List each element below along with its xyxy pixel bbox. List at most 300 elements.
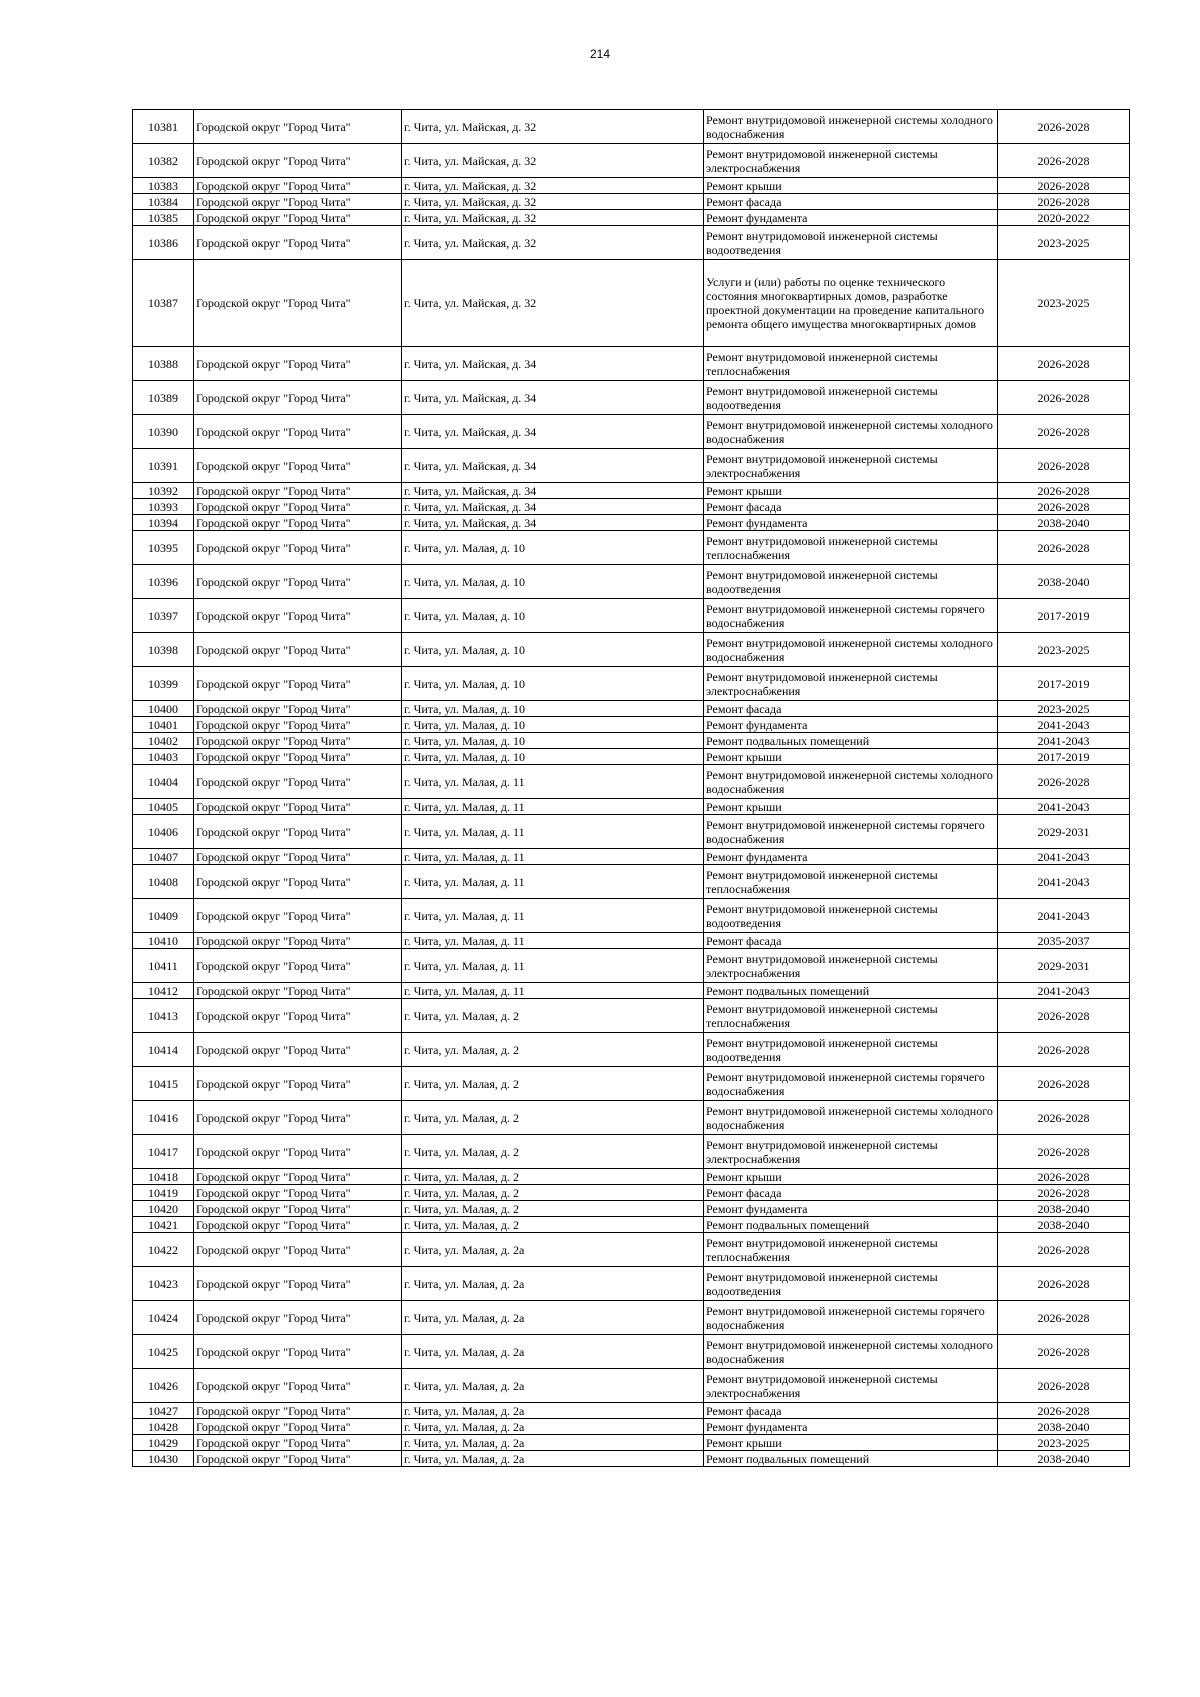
municipality-cell: Городской округ "Город Чита" — [194, 815, 402, 849]
row-number-cell: 10383 — [133, 178, 194, 194]
row-number-cell: 10424 — [133, 1301, 194, 1335]
work-type-cell: Ремонт фундамента — [704, 849, 998, 865]
period-cell: 2020-2022 — [998, 210, 1130, 226]
municipality-cell: Городской округ "Город Чита" — [194, 515, 402, 531]
table-row — [133, 347, 1130, 381]
work-type-cell: Ремонт внутридомовой инженерной системы холодного водоснабжения — [704, 415, 998, 449]
work-type-cell: Ремонт внутридомовой инженерной системы холодного водоснабжения — [704, 633, 998, 667]
row-number-cell: 10390 — [133, 415, 194, 449]
address-cell: г. Чита, ул. Малая, д. 2 — [402, 1101, 704, 1135]
address-cell: г. Чита, ул. Малая, д. 2 — [402, 1217, 704, 1233]
period-cell: 2026-2028 — [998, 1335, 1130, 1369]
municipality-cell: Городской округ "Город Чита" — [194, 347, 402, 381]
address-cell: г. Чита, ул. Малая, д. 2а — [402, 1451, 704, 1467]
municipality-cell: Городской округ "Город Чита" — [194, 799, 402, 815]
address-cell: г. Чита, ул. Малая, д. 11 — [402, 865, 704, 899]
table-row — [133, 1233, 1130, 1267]
municipality-cell: Городской округ "Город Чита" — [194, 110, 402, 144]
address-cell: г. Чита, ул. Малая, д. 10 — [402, 599, 704, 633]
municipality-cell: Городской округ "Город Чита" — [194, 701, 402, 717]
table-row — [133, 1301, 1130, 1335]
work-type-cell: Ремонт внутридомовой инженерной системы холодного водоснабжения — [704, 765, 998, 799]
period-cell: 2026-2028 — [998, 347, 1130, 381]
table-row — [133, 717, 1130, 733]
table-row — [133, 1335, 1130, 1369]
table-row — [133, 178, 1130, 194]
table-row — [133, 415, 1130, 449]
municipality-cell: Городской округ "Город Чита" — [194, 1233, 402, 1267]
municipality-cell: Городской округ "Город Чита" — [194, 899, 402, 933]
period-cell: 2026-2028 — [998, 178, 1130, 194]
address-cell: г. Чита, ул. Майская, д. 32 — [402, 210, 704, 226]
period-cell: 2026-2028 — [998, 415, 1130, 449]
table-row — [133, 210, 1130, 226]
row-number-cell: 10416 — [133, 1101, 194, 1135]
table-row — [133, 1419, 1130, 1435]
period-cell: 2038-2040 — [998, 1217, 1130, 1233]
row-number-cell: 10382 — [133, 144, 194, 178]
table-row — [133, 1169, 1130, 1185]
period-cell: 2026-2028 — [998, 999, 1130, 1033]
period-cell: 2026-2028 — [998, 1101, 1130, 1135]
period-cell: 2026-2028 — [998, 1267, 1130, 1301]
period-cell: 2026-2028 — [998, 144, 1130, 178]
address-cell: г. Чита, ул. Малая, д. 10 — [402, 633, 704, 667]
municipality-cell: Городской округ "Город Чита" — [194, 449, 402, 483]
row-number-cell: 10398 — [133, 633, 194, 667]
row-number-cell: 10409 — [133, 899, 194, 933]
work-type-cell: Ремонт внутридомовой инженерной системы горячего водоснабжения — [704, 815, 998, 849]
municipality-cell: Городской округ "Город Чита" — [194, 1419, 402, 1435]
work-type-cell: Ремонт внутридомовой инженерной системы электроснабжения — [704, 1135, 998, 1169]
table-row — [133, 1435, 1130, 1451]
period-cell: 2026-2028 — [998, 1135, 1130, 1169]
address-cell: г. Чита, ул. Малая, д. 10 — [402, 667, 704, 701]
municipality-cell: Городской округ "Город Чита" — [194, 1335, 402, 1369]
work-type-cell: Ремонт фундамента — [704, 515, 998, 531]
row-number-cell: 10396 — [133, 565, 194, 599]
municipality-cell: Городской округ "Город Чита" — [194, 415, 402, 449]
address-cell: г. Чита, ул. Малая, д. 2 — [402, 1185, 704, 1201]
address-cell: г. Чита, ул. Малая, д. 2а — [402, 1233, 704, 1267]
row-number-cell: 10388 — [133, 347, 194, 381]
row-number-cell: 10401 — [133, 717, 194, 733]
municipality-cell: Городской округ "Город Чита" — [194, 1185, 402, 1201]
table-row — [133, 1033, 1130, 1067]
row-number-cell: 10394 — [133, 515, 194, 531]
period-cell: 2026-2028 — [998, 1067, 1130, 1101]
address-cell: г. Чита, ул. Малая, д. 11 — [402, 899, 704, 933]
municipality-cell: Городской округ "Город Чита" — [194, 667, 402, 701]
row-number-cell: 10415 — [133, 1067, 194, 1101]
address-cell: г. Чита, ул. Малая, д. 10 — [402, 733, 704, 749]
work-type-cell: Ремонт фундамента — [704, 210, 998, 226]
work-type-cell: Ремонт фасада — [704, 1403, 998, 1419]
table-row — [133, 633, 1130, 667]
table-row — [133, 483, 1130, 499]
address-cell: г. Чита, ул. Малая, д. 2 — [402, 1033, 704, 1067]
period-cell: 2026-2028 — [998, 449, 1130, 483]
row-number-cell: 10397 — [133, 599, 194, 633]
period-cell: 2038-2040 — [998, 1201, 1130, 1217]
work-type-cell: Ремонт подвальных помещений — [704, 733, 998, 749]
work-type-cell: Ремонт фасада — [704, 1185, 998, 1201]
period-cell: 2041-2043 — [998, 849, 1130, 865]
row-number-cell: 10414 — [133, 1033, 194, 1067]
address-cell: г. Чита, ул. Майская, д. 32 — [402, 260, 704, 347]
address-cell: г. Чита, ул. Малая, д. 2 — [402, 1201, 704, 1217]
municipality-cell: Городской округ "Город Чита" — [194, 1067, 402, 1101]
work-type-cell: Ремонт внутридомовой инженерной системы водоотведения — [704, 1267, 998, 1301]
work-type-cell: Ремонт крыши — [704, 749, 998, 765]
table-row — [133, 733, 1130, 749]
municipality-cell: Городской округ "Город Чита" — [194, 178, 402, 194]
table-row — [133, 1201, 1130, 1217]
work-type-cell: Ремонт крыши — [704, 483, 998, 499]
address-cell: г. Чита, ул. Майская, д. 32 — [402, 194, 704, 210]
municipality-cell: Городской округ "Город Чита" — [194, 1435, 402, 1451]
address-cell: г. Чита, ул. Майская, д. 32 — [402, 144, 704, 178]
address-cell: г. Чита, ул. Майская, д. 34 — [402, 449, 704, 483]
period-cell: 2017-2019 — [998, 667, 1130, 701]
row-number-cell: 10423 — [133, 1267, 194, 1301]
address-cell: г. Чита, ул. Малая, д. 10 — [402, 565, 704, 599]
address-cell: г. Чита, ул. Малая, д. 10 — [402, 717, 704, 733]
table-row — [133, 667, 1130, 701]
table-row — [133, 765, 1130, 799]
row-number-cell: 10420 — [133, 1201, 194, 1217]
address-cell: г. Чита, ул. Малая, д. 2а — [402, 1419, 704, 1435]
address-cell: г. Чита, ул. Майская, д. 34 — [402, 515, 704, 531]
table-row — [133, 449, 1130, 483]
work-type-cell: Ремонт внутридомовой инженерной системы теплоснабжения — [704, 999, 998, 1033]
row-number-cell: 10404 — [133, 765, 194, 799]
period-cell: 2026-2028 — [998, 194, 1130, 210]
municipality-cell: Городской округ "Город Чита" — [194, 1201, 402, 1217]
row-number-cell: 10386 — [133, 226, 194, 260]
row-number-cell: 10422 — [133, 1233, 194, 1267]
work-type-cell: Ремонт внутридомовой инженерной системы холодного водоснабжения — [704, 110, 998, 144]
work-type-cell: Ремонт внутридомовой инженерной системы электроснабжения — [704, 667, 998, 701]
table-row — [133, 515, 1130, 531]
period-cell: 2026-2028 — [998, 381, 1130, 415]
municipality-cell: Городской округ "Город Чита" — [194, 1451, 402, 1467]
municipality-cell: Городской округ "Город Чита" — [194, 565, 402, 599]
repair-register-table — [132, 109, 1130, 1467]
row-number-cell: 10417 — [133, 1135, 194, 1169]
work-type-cell: Ремонт крыши — [704, 1435, 998, 1451]
period-cell: 2026-2028 — [998, 1185, 1130, 1201]
period-cell: 2029-2031 — [998, 815, 1130, 849]
municipality-cell: Городской округ "Город Чита" — [194, 999, 402, 1033]
address-cell: г. Чита, ул. Майская, д. 32 — [402, 226, 704, 260]
address-cell: г. Чита, ул. Малая, д. 10 — [402, 701, 704, 717]
table-row — [133, 865, 1130, 899]
row-number-cell: 10402 — [133, 733, 194, 749]
period-cell: 2041-2043 — [998, 717, 1130, 733]
address-cell: г. Чита, ул. Майская, д. 34 — [402, 483, 704, 499]
row-number-cell: 10410 — [133, 933, 194, 949]
period-cell: 2023-2025 — [998, 226, 1130, 260]
period-cell: 2041-2043 — [998, 733, 1130, 749]
row-number-cell: 10411 — [133, 949, 194, 983]
municipality-cell: Городской округ "Город Чита" — [194, 983, 402, 999]
period-cell: 2035-2037 — [998, 933, 1130, 949]
address-cell: г. Чита, ул. Малая, д. 11 — [402, 765, 704, 799]
table-row — [133, 144, 1130, 178]
row-number-cell: 10418 — [133, 1169, 194, 1185]
row-number-cell: 10408 — [133, 865, 194, 899]
row-number-cell: 10419 — [133, 1185, 194, 1201]
municipality-cell: Городской округ "Город Чита" — [194, 1403, 402, 1419]
municipality-cell: Городской округ "Город Чита" — [194, 483, 402, 499]
work-type-cell: Ремонт внутридомовой инженерной системы электроснабжения — [704, 144, 998, 178]
row-number-cell: 10427 — [133, 1403, 194, 1419]
work-type-cell: Ремонт внутридомовой инженерной системы теплоснабжения — [704, 865, 998, 899]
work-type-cell: Ремонт внутридомовой инженерной системы теплоснабжения — [704, 347, 998, 381]
work-type-cell: Ремонт внутридомовой инженерной системы электроснабжения — [704, 1369, 998, 1403]
work-type-cell: Ремонт внутридомовой инженерной системы горячего водоснабжения — [704, 1301, 998, 1335]
municipality-cell: Городской округ "Город Чита" — [194, 531, 402, 565]
address-cell: г. Чита, ул. Малая, д. 2 — [402, 1067, 704, 1101]
row-number-cell: 10406 — [133, 815, 194, 849]
table-row — [133, 1217, 1130, 1233]
address-cell: г. Чита, ул. Малая, д. 2а — [402, 1403, 704, 1419]
work-type-cell: Ремонт внутридомовой инженерной системы теплоснабжения — [704, 1233, 998, 1267]
period-cell: 2029-2031 — [998, 949, 1130, 983]
work-type-cell: Ремонт фундамента — [704, 717, 998, 733]
work-type-cell: Ремонт подвальных помещений — [704, 1451, 998, 1467]
row-number-cell: 10387 — [133, 260, 194, 347]
period-cell: 2026-2028 — [998, 110, 1130, 144]
page-number: 214 — [589, 47, 611, 61]
row-number-cell: 10428 — [133, 1419, 194, 1435]
municipality-cell: Городской округ "Город Чита" — [194, 260, 402, 347]
period-cell: 2038-2040 — [998, 515, 1130, 531]
period-cell: 2023-2025 — [998, 633, 1130, 667]
period-cell: 2041-2043 — [998, 865, 1130, 899]
municipality-cell: Городской округ "Город Чита" — [194, 749, 402, 765]
work-type-cell: Ремонт фасада — [704, 701, 998, 717]
work-type-cell: Ремонт внутридомовой инженерной системы водоотведения — [704, 565, 998, 599]
work-type-cell: Ремонт внутридомовой инженерной системы холодного водоснабжения — [704, 1101, 998, 1135]
work-type-cell: Ремонт внутридомовой инженерной системы теплоснабжения — [704, 531, 998, 565]
municipality-cell: Городской округ "Город Чита" — [194, 194, 402, 210]
period-cell: 2026-2028 — [998, 1233, 1130, 1267]
municipality-cell: Городской округ "Город Чита" — [194, 1217, 402, 1233]
municipality-cell: Городской округ "Город Чита" — [194, 499, 402, 515]
work-type-cell: Ремонт фасада — [704, 933, 998, 949]
period-cell: 2041-2043 — [998, 983, 1130, 999]
table-row — [133, 499, 1130, 515]
table-row — [133, 1267, 1130, 1301]
municipality-cell: Городской округ "Город Чита" — [194, 733, 402, 749]
municipality-cell: Городской округ "Город Чита" — [194, 949, 402, 983]
address-cell: г. Чита, ул. Малая, д. 11 — [402, 815, 704, 849]
address-cell: г. Чита, ул. Майская, д. 32 — [402, 110, 704, 144]
period-cell: 2023-2025 — [998, 260, 1130, 347]
row-number-cell: 10392 — [133, 483, 194, 499]
municipality-cell: Городской округ "Город Чита" — [194, 633, 402, 667]
table-row — [133, 110, 1130, 144]
address-cell: г. Чита, ул. Малая, д. 10 — [402, 531, 704, 565]
row-number-cell: 10430 — [133, 1451, 194, 1467]
municipality-cell: Городской округ "Город Чита" — [194, 1169, 402, 1185]
table-row — [133, 983, 1130, 999]
address-cell: г. Чита, ул. Майская, д. 34 — [402, 381, 704, 415]
period-cell: 2038-2040 — [998, 1419, 1130, 1435]
address-cell: г. Чита, ул. Малая, д. 11 — [402, 799, 704, 815]
table-row — [133, 799, 1130, 815]
municipality-cell: Городской округ "Город Чита" — [194, 226, 402, 260]
period-cell: 2038-2040 — [998, 1451, 1130, 1467]
work-type-cell: Ремонт внутридомовой инженерной системы водоотведения — [704, 381, 998, 415]
work-type-cell: Ремонт внутридомовой инженерной системы горячего водоснабжения — [704, 599, 998, 633]
row-number-cell: 10399 — [133, 667, 194, 701]
table-row — [133, 933, 1130, 949]
address-cell: г. Чита, ул. Майская, д. 34 — [402, 347, 704, 381]
work-type-cell: Услуги и (или) работы по оценке технического состояния многоквартирных домов, разработке проектной документации на проведение капитального ремонта общего имущества многоквартирных домов — [704, 260, 998, 347]
address-cell: г. Чита, ул. Малая, д. 11 — [402, 849, 704, 865]
row-number-cell: 10429 — [133, 1435, 194, 1451]
address-cell: г. Чита, ул. Малая, д. 11 — [402, 949, 704, 983]
period-cell: 2026-2028 — [998, 765, 1130, 799]
row-number-cell: 10421 — [133, 1217, 194, 1233]
address-cell: г. Чита, ул. Малая, д. 2 — [402, 999, 704, 1033]
municipality-cell: Городской округ "Город Чита" — [194, 144, 402, 178]
work-type-cell: Ремонт внутридомовой инженерной системы электроснабжения — [704, 949, 998, 983]
table-row — [133, 1067, 1130, 1101]
municipality-cell: Городской округ "Город Чита" — [194, 1301, 402, 1335]
municipality-cell: Городской округ "Город Чита" — [194, 381, 402, 415]
row-number-cell: 10407 — [133, 849, 194, 865]
address-cell: г. Чита, ул. Малая, д. 10 — [402, 749, 704, 765]
period-cell: 2026-2028 — [998, 483, 1130, 499]
address-cell: г. Чита, ул. Майская, д. 34 — [402, 415, 704, 449]
table-row — [133, 1451, 1130, 1467]
period-cell: 2023-2025 — [998, 1435, 1130, 1451]
table-row — [133, 1185, 1130, 1201]
table-body — [133, 110, 1130, 1467]
period-cell: 2017-2019 — [998, 599, 1130, 633]
municipality-cell: Городской округ "Город Чита" — [194, 1033, 402, 1067]
municipality-cell: Городской округ "Город Чита" — [194, 865, 402, 899]
address-cell: г. Чита, ул. Малая, д. 2а — [402, 1267, 704, 1301]
municipality-cell: Городской округ "Город Чита" — [194, 1101, 402, 1135]
municipality-cell: Городской округ "Город Чита" — [194, 1135, 402, 1169]
municipality-cell: Городской округ "Город Чита" — [194, 849, 402, 865]
table-row — [133, 949, 1130, 983]
row-number-cell: 10413 — [133, 999, 194, 1033]
period-cell: 2041-2043 — [998, 899, 1130, 933]
address-cell: г. Чита, ул. Малая, д. 2 — [402, 1169, 704, 1185]
municipality-cell: Городской округ "Город Чита" — [194, 210, 402, 226]
table-row — [133, 381, 1130, 415]
row-number-cell: 10426 — [133, 1369, 194, 1403]
address-cell: г. Чита, ул. Малая, д. 2 — [402, 1135, 704, 1169]
period-cell: 2026-2028 — [998, 499, 1130, 515]
row-number-cell: 10400 — [133, 701, 194, 717]
table-row — [133, 1403, 1130, 1419]
work-type-cell: Ремонт подвальных помещений — [704, 983, 998, 999]
period-cell: 2041-2043 — [998, 799, 1130, 815]
work-type-cell: Ремонт фасада — [704, 499, 998, 515]
work-type-cell: Ремонт внутридомовой инженерной системы водоотведения — [704, 1033, 998, 1067]
address-cell: г. Чита, ул. Малая, д. 11 — [402, 983, 704, 999]
period-cell: 2026-2028 — [998, 1403, 1130, 1419]
work-type-cell: Ремонт крыши — [704, 178, 998, 194]
table-row — [133, 565, 1130, 599]
address-cell: г. Чита, ул. Малая, д. 11 — [402, 933, 704, 949]
table-row — [133, 701, 1130, 717]
work-type-cell: Ремонт внутридомовой инженерной системы электроснабжения — [704, 449, 998, 483]
table-row — [133, 531, 1130, 565]
row-number-cell: 10381 — [133, 110, 194, 144]
table-row — [133, 1135, 1130, 1169]
period-cell: 2026-2028 — [998, 1369, 1130, 1403]
period-cell: 2026-2028 — [998, 1169, 1130, 1185]
work-type-cell: Ремонт крыши — [704, 799, 998, 815]
table-row — [133, 260, 1130, 347]
period-cell: 2026-2028 — [998, 531, 1130, 565]
row-number-cell: 10405 — [133, 799, 194, 815]
row-number-cell: 10403 — [133, 749, 194, 765]
row-number-cell: 10425 — [133, 1335, 194, 1369]
address-cell: г. Чита, ул. Малая, д. 2а — [402, 1301, 704, 1335]
period-cell: 2017-2019 — [998, 749, 1130, 765]
municipality-cell: Городской округ "Город Чита" — [194, 717, 402, 733]
row-number-cell: 10389 — [133, 381, 194, 415]
table-row — [133, 749, 1130, 765]
municipality-cell: Городской округ "Город Чита" — [194, 933, 402, 949]
work-type-cell: Ремонт фасада — [704, 194, 998, 210]
municipality-cell: Городской округ "Город Чита" — [194, 1267, 402, 1301]
work-type-cell: Ремонт фундамента — [704, 1201, 998, 1217]
row-number-cell: 10384 — [133, 194, 194, 210]
table-row — [133, 194, 1130, 210]
address-cell: г. Чита, ул. Майская, д. 32 — [402, 178, 704, 194]
address-cell: г. Чита, ул. Малая, д. 2а — [402, 1435, 704, 1451]
row-number-cell: 10391 — [133, 449, 194, 483]
table-row — [133, 599, 1130, 633]
work-type-cell: Ремонт внутридомовой инженерной системы холодного водоснабжения — [704, 1335, 998, 1369]
address-cell: г. Чита, ул. Майская, д. 34 — [402, 499, 704, 515]
period-cell: 2023-2025 — [998, 701, 1130, 717]
table-row — [133, 899, 1130, 933]
municipality-cell: Городской округ "Город Чита" — [194, 765, 402, 799]
table-row — [133, 999, 1130, 1033]
table-row — [133, 1101, 1130, 1135]
row-number-cell: 10412 — [133, 983, 194, 999]
work-type-cell: Ремонт фундамента — [704, 1419, 998, 1435]
work-type-cell: Ремонт внутридомовой инженерной системы водоотведения — [704, 226, 998, 260]
work-type-cell: Ремонт внутридомовой инженерной системы водоотведения — [704, 899, 998, 933]
work-type-cell: Ремонт внутридомовой инженерной системы горячего водоснабжения — [704, 1067, 998, 1101]
row-number-cell: 10395 — [133, 531, 194, 565]
row-number-cell: 10385 — [133, 210, 194, 226]
period-cell: 2038-2040 — [998, 565, 1130, 599]
table-row — [133, 226, 1130, 260]
address-cell: г. Чита, ул. Малая, д. 2а — [402, 1335, 704, 1369]
period-cell: 2026-2028 — [998, 1033, 1130, 1067]
municipality-cell: Городской округ "Город Чита" — [194, 599, 402, 633]
period-cell: 2026-2028 — [998, 1301, 1130, 1335]
table-row — [133, 849, 1130, 865]
municipality-cell: Городской округ "Город Чита" — [194, 1369, 402, 1403]
address-cell: г. Чита, ул. Малая, д. 2а — [402, 1369, 704, 1403]
row-number-cell: 10393 — [133, 499, 194, 515]
table-row — [133, 1369, 1130, 1403]
